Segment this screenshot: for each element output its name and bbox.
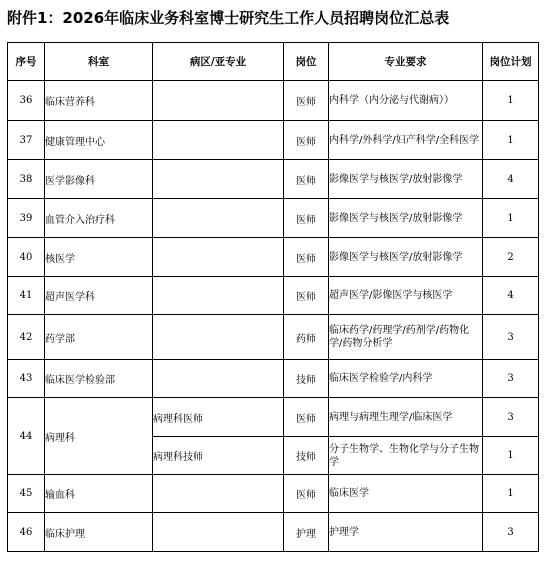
cell-seq: 45: [8, 475, 45, 513]
cell-plan: 1: [483, 121, 539, 160]
cell-seq: 37: [8, 121, 45, 160]
cell-ward: 病理科医师: [153, 398, 284, 437]
cell-seq: 46: [8, 513, 45, 552]
cell-ward: [153, 277, 284, 315]
table-row: [8, 398, 539, 437]
table-row: [8, 199, 539, 238]
header-seq: 序号: [8, 43, 45, 81]
cell-seq: 38: [8, 160, 45, 199]
cell-plan: 2: [483, 238, 539, 277]
cell-dept: 临床护理: [45, 513, 153, 552]
cell-seq: 43: [8, 360, 45, 398]
table-row: [8, 360, 539, 398]
header-plan: 岗位计划: [483, 43, 539, 81]
cell-post: 药师: [284, 315, 329, 360]
cell-seq: 41: [8, 277, 45, 315]
cell-ward: [153, 475, 284, 513]
cell-requirement: 临床医学: [329, 475, 483, 513]
cell-plan: 3: [483, 360, 539, 398]
header-dept: 科室: [45, 43, 153, 81]
cell-requirement: 病理与病理生理学/临床医学: [329, 398, 483, 437]
cell-dept: 健康管理中心: [45, 121, 153, 160]
cell-ward: [153, 238, 284, 277]
table-row: [8, 238, 539, 277]
cell-requirement: 影像医学与核医学/放射影像学: [329, 199, 483, 238]
cell-plan: 1: [483, 199, 539, 238]
cell-post: 医师: [284, 277, 329, 315]
cell-post: 医师: [284, 398, 329, 437]
cell-dept: 医学影像科: [45, 160, 153, 199]
table-row: [8, 513, 539, 552]
cell-ward: [153, 121, 284, 160]
cell-seq: 42: [8, 315, 45, 360]
cell-dept: 血管介入治疗科: [45, 199, 153, 238]
cell-ward: [153, 81, 284, 121]
cell-requirement: 影像医学与核医学/放射影像学: [329, 160, 483, 199]
cell-plan: 3: [483, 398, 539, 437]
cell-plan: 1: [483, 81, 539, 121]
table-row: [8, 160, 539, 199]
cell-seq: 44: [8, 398, 45, 475]
cell-ward: [153, 513, 284, 552]
cell-seq: 39: [8, 199, 45, 238]
cell-post: 医师: [284, 199, 329, 238]
cell-post: 技师: [284, 360, 329, 398]
table-row: [8, 277, 539, 315]
cell-requirement: 临床医学检验学/内科学: [329, 360, 483, 398]
cell-seq: 36: [8, 81, 45, 121]
cell-plan: 1: [483, 437, 539, 475]
cell-requirement: 内科学（内分泌与代谢病））: [329, 81, 483, 121]
cell-dept: 核医学: [45, 238, 153, 277]
cell-ward: [153, 160, 284, 199]
cell-requirement: 超声医学/影像医学与核医学: [329, 277, 483, 315]
cell-plan: 4: [483, 160, 539, 199]
header-post: 岗位: [284, 43, 329, 81]
cell-requirement: 护理学: [329, 513, 483, 552]
cell-requirement: 影像医学与核医学/放射影像学: [329, 238, 483, 277]
cell-post: 医师: [284, 81, 329, 121]
recruitment-table: [7, 42, 539, 552]
cell-dept: 输血科: [45, 475, 153, 513]
cell-ward: [153, 360, 284, 398]
cell-requirement: 内科学/外科学/妇产科学/全科医学: [329, 121, 483, 160]
header-requirement: 专业要求: [329, 43, 483, 81]
cell-post: 医师: [284, 160, 329, 199]
cell-ward: [153, 199, 284, 238]
table-row: [8, 315, 539, 360]
cell-post: 技师: [284, 437, 329, 475]
cell-post: 医师: [284, 238, 329, 277]
table-row: [8, 81, 539, 121]
table-row: [8, 121, 539, 160]
cell-requirement: 分子生物学、生物化学与分子生物学: [329, 437, 483, 475]
cell-post: 医师: [284, 121, 329, 160]
document-title: 附件1：2026年临床业务科室博士研究生工作人员招聘岗位汇总表: [7, 9, 450, 27]
cell-seq: 40: [8, 238, 45, 277]
cell-post: 护理: [284, 513, 329, 552]
cell-requirement: 临床药学/药理学/药剂学/药物化学/药物分析学: [329, 315, 483, 360]
header-ward: 病区/亚专业: [153, 43, 284, 81]
cell-dept: 药学部: [45, 315, 153, 360]
cell-plan: 3: [483, 315, 539, 360]
cell-ward: 病理科技师: [153, 437, 284, 475]
table-row: [8, 475, 539, 513]
cell-plan: 1: [483, 475, 539, 513]
cell-plan: 4: [483, 277, 539, 315]
cell-dept: 超声医学科: [45, 277, 153, 315]
cell-dept: 病理科: [45, 398, 153, 475]
cell-dept: 临床营养科: [45, 81, 153, 121]
cell-dept: 临床医学检验部: [45, 360, 153, 398]
header-row: [8, 43, 539, 81]
cell-plan: 3: [483, 513, 539, 552]
cell-ward: [153, 315, 284, 360]
cell-post: 医师: [284, 475, 329, 513]
